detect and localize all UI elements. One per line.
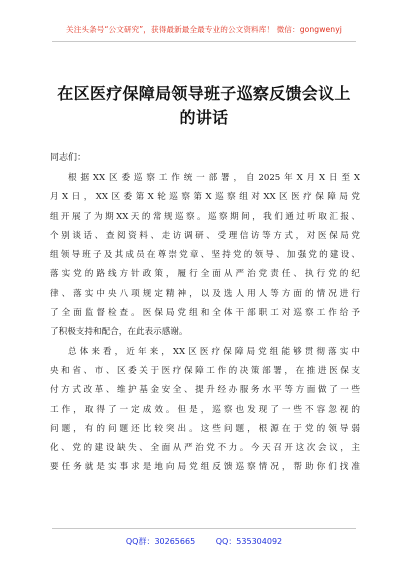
body-line: 要任务就是实事求是地向局党组反馈巡察情况，帮助你们找准 [50, 462, 360, 473]
body-line: 根据XX区委巡察工作统一部署，自2025年X月X日至X [68, 173, 360, 183]
body-line: 律、落实中央八项规定精神，以及选人用人等方面的情况进行 [50, 288, 360, 299]
body-line: 付方式改革、维护基金安全、提升经办服务水平等方面做了一些 [50, 385, 360, 396]
footer-qq-group: QQ群：30265665 [125, 537, 196, 546]
body-line: 了积极支持和配合，在此表示感谢。 [50, 327, 188, 338]
body-line: 组领导班子及其成员在尊崇党章、坚持党的领导、加强党的建设、 [50, 250, 360, 261]
header-divider [52, 41, 356, 42]
body-line: 落实党的路线方针政策，履行全面从严治党责任、执行党的纪 [50, 269, 360, 280]
title-line-2: 的讲话 [179, 108, 229, 127]
body-line: 总体来看，近年来，XX区医疗保障局党组能够贯彻落实中 [68, 346, 360, 357]
body-line: 组开展了为期XX天的常规巡察。巡察期间，我们通过听取汇报、 [50, 211, 360, 222]
body-line: 月X日，XX区委第X轮巡察第X巡察组对XX区医疗保障局党 [50, 192, 360, 203]
body-line: 化、党的建设缺失、全面从严治党不力。今天召开这次会议，主 [50, 443, 360, 454]
body-line: 央和省、市、区委关于医疗保障工作的决策部署，在推进医保支 [50, 365, 360, 376]
body-line: 问题，有的问题还比较突出。这些问题，根源在于党的领导弱 [50, 423, 360, 434]
document-title [40, 82, 368, 130]
greeting: 同志们： [50, 153, 87, 163]
header-banner: 关注头条号“公文研究”，获得最新最全最专业的公文资料库！ 微信：gongwenyj [66, 25, 342, 34]
footer [0, 536, 408, 547]
body-line: 个别谈话、查阅资料、走访调研、受理信访等方式，对医保局党 [50, 230, 360, 241]
footer-qq: QQ：535304092 [215, 537, 283, 546]
title-line-1: 在区医疗保障局领导班子巡察反馈会议上 [57, 84, 351, 103]
body-line: 了全面监督检查。医保局党组和全体干部职工对巡察工作给予 [50, 308, 360, 319]
document-body [50, 169, 360, 478]
footer-divider [52, 528, 356, 529]
body-line: 工作，取得了一定成效。但是，巡察也发现了一些不容忽视的 [50, 404, 360, 415]
